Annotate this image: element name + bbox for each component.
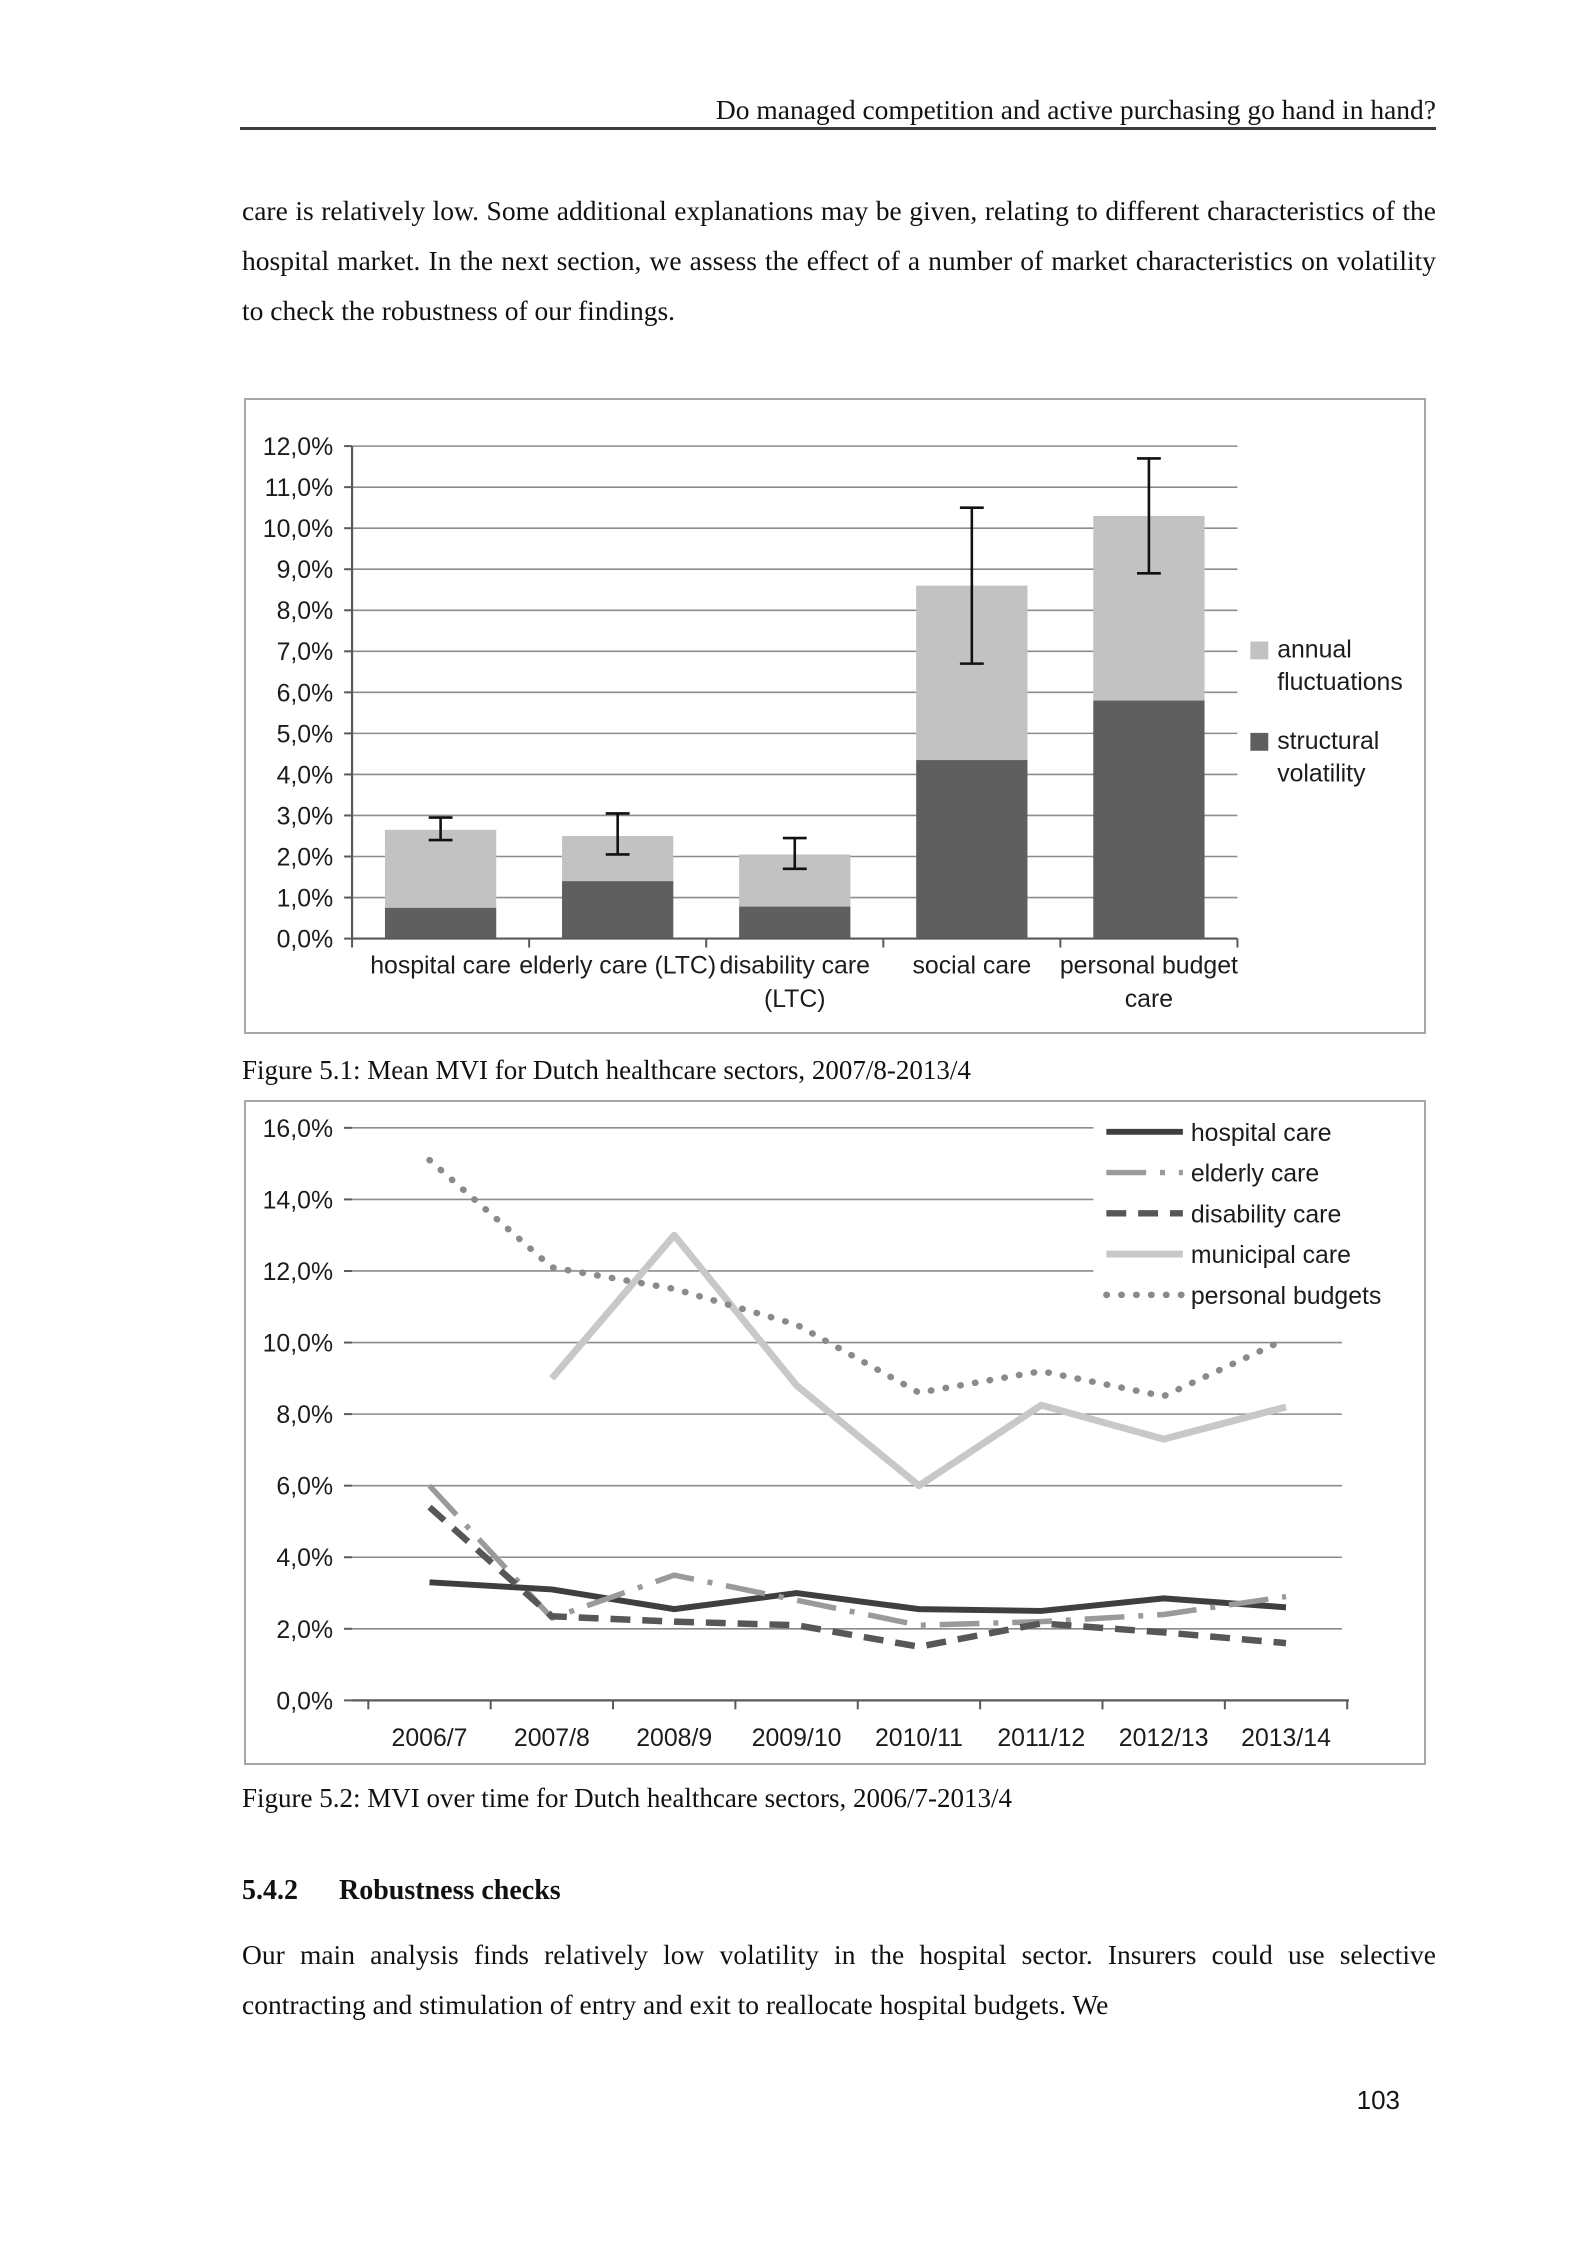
line-chart-mvi-over-time: [246, 1102, 1424, 1763]
page-number: 103: [1356, 2085, 1400, 2115]
x-axis-labels: [392, 1725, 1332, 1752]
svg-text:11,0%: 11,0%: [264, 475, 334, 503]
svg-text:2006/7: 2006/7: [391, 1725, 468, 1753]
bar-disability-care-LTC-: [739, 838, 850, 939]
bar-social-care: [916, 508, 1027, 939]
svg-text:2010/11: 2010/11: [874, 1725, 963, 1753]
series-personal-budgets: [430, 1160, 1287, 1396]
svg-text:2,0%: 2,0%: [276, 844, 334, 872]
bar-chart-mean-mvi: [246, 400, 1424, 1032]
y-axis-labels: [263, 1116, 333, 1716]
svg-text:(LTC): (LTC): [763, 986, 826, 1014]
legend: [1250, 636, 1402, 787]
svg-text:2011/12: 2011/12: [997, 1725, 1086, 1753]
svg-text:care: care: [1124, 986, 1174, 1014]
x-axis-labels: [370, 952, 1238, 1013]
bars: [385, 458, 1205, 938]
series-hospital-care: [430, 1582, 1287, 1611]
svg-text:10,0%: 10,0%: [262, 516, 334, 544]
svg-text:elderly care: elderly care: [1190, 1160, 1320, 1188]
svg-text:1,0%: 1,0%: [276, 885, 334, 913]
svg-text:structural: structural: [1277, 727, 1380, 755]
svg-text:7,0%: 7,0%: [276, 639, 334, 667]
svg-text:10,0%: 10,0%: [262, 1330, 334, 1358]
figure-5-2-box: [244, 1100, 1426, 1765]
svg-text:fluctuations: fluctuations: [1277, 669, 1403, 697]
svg-text:4,0%: 4,0%: [276, 1545, 334, 1573]
svg-text:12,0%: 12,0%: [262, 1258, 334, 1286]
svg-text:2008/9: 2008/9: [636, 1725, 713, 1753]
header-rule: [240, 127, 1436, 130]
svg-text:2007/8: 2007/8: [513, 1725, 590, 1753]
running-header: Do managed competition and active purchasing go hand in hand?: [715, 94, 1436, 125]
svg-text:2009/10: 2009/10: [751, 1725, 842, 1753]
svg-text:9,0%: 9,0%: [276, 557, 334, 585]
y-axis-labels: [263, 434, 333, 953]
svg-text:12,0%: 12,0%: [262, 434, 334, 462]
svg-text:hospital care: hospital care: [1190, 1119, 1332, 1147]
svg-text:6,0%: 6,0%: [276, 680, 334, 708]
section-heading: [242, 1875, 561, 1907]
svg-text:0,0%: 0,0%: [276, 926, 334, 954]
section-number: 5.4.2: [242, 1875, 298, 1906]
svg-text:3,0%: 3,0%: [276, 803, 334, 831]
svg-text:14,0%: 14,0%: [262, 1187, 334, 1215]
paragraph-intro: care is relatively low. Some additional explanations may be given, relating to different characteristics of the hospital market. In the next section, we assess the effect of a number of market characteristics on volatility to check the robustness of our findings.: [242, 195, 1436, 326]
svg-text:2012/13: 2012/13: [1118, 1725, 1209, 1753]
figure-5-1-caption: Figure 5.1: Mean MVI for Dutch healthcare sectors, 2007/8-2013/4: [242, 1055, 971, 1085]
svg-text:16,0%: 16,0%: [262, 1115, 334, 1143]
svg-text:social care: social care: [912, 952, 1032, 980]
svg-text:8,0%: 8,0%: [276, 598, 334, 626]
svg-text:volatility: volatility: [1277, 760, 1366, 788]
figure-5-1-box: [244, 398, 1426, 1034]
bar-hospital-care: [385, 818, 496, 939]
series-municipal-care: [552, 1235, 1286, 1485]
svg-text:4,0%: 4,0%: [276, 762, 334, 790]
svg-text:personal budgets: personal budgets: [1190, 1282, 1382, 1310]
svg-text:hospital care: hospital care: [370, 952, 511, 980]
legend: [1106, 1120, 1381, 1310]
svg-text:disability care: disability care: [1190, 1201, 1342, 1229]
series-elderly-care: [430, 1486, 1287, 1626]
svg-text:6,0%: 6,0%: [276, 1473, 334, 1501]
svg-text:disability care: disability care: [719, 952, 870, 980]
section-title: Robustness checks: [339, 1875, 561, 1906]
bar-elderly-care-LTC-: [562, 813, 673, 938]
bar-personal-budget-care: [1093, 458, 1204, 938]
svg-text:0,0%: 0,0%: [276, 1688, 334, 1716]
svg-text:personal budget: personal budget: [1059, 952, 1238, 980]
svg-text:8,0%: 8,0%: [276, 1402, 334, 1430]
svg-text:elderly care (LTC): elderly care (LTC): [519, 952, 717, 980]
svg-text:2013/14: 2013/14: [1241, 1725, 1331, 1753]
figure-5-2-caption: Figure 5.2: MVI over time for Dutch healthcare sectors, 2006/7-2013/4: [242, 1783, 1013, 1813]
series-disability-care: [430, 1507, 1287, 1647]
svg-text:municipal care: municipal care: [1190, 1242, 1351, 1270]
svg-text:2,0%: 2,0%: [276, 1616, 334, 1644]
svg-text:annual: annual: [1277, 636, 1352, 664]
svg-text:5,0%: 5,0%: [276, 721, 334, 749]
paragraph-robustness: Our main analysis finds relatively low volatility in the hospital sector. Insurers could use selective contracting and stimulation of entry and exit to reallocate hospital budgets. We: [242, 1939, 1436, 2020]
